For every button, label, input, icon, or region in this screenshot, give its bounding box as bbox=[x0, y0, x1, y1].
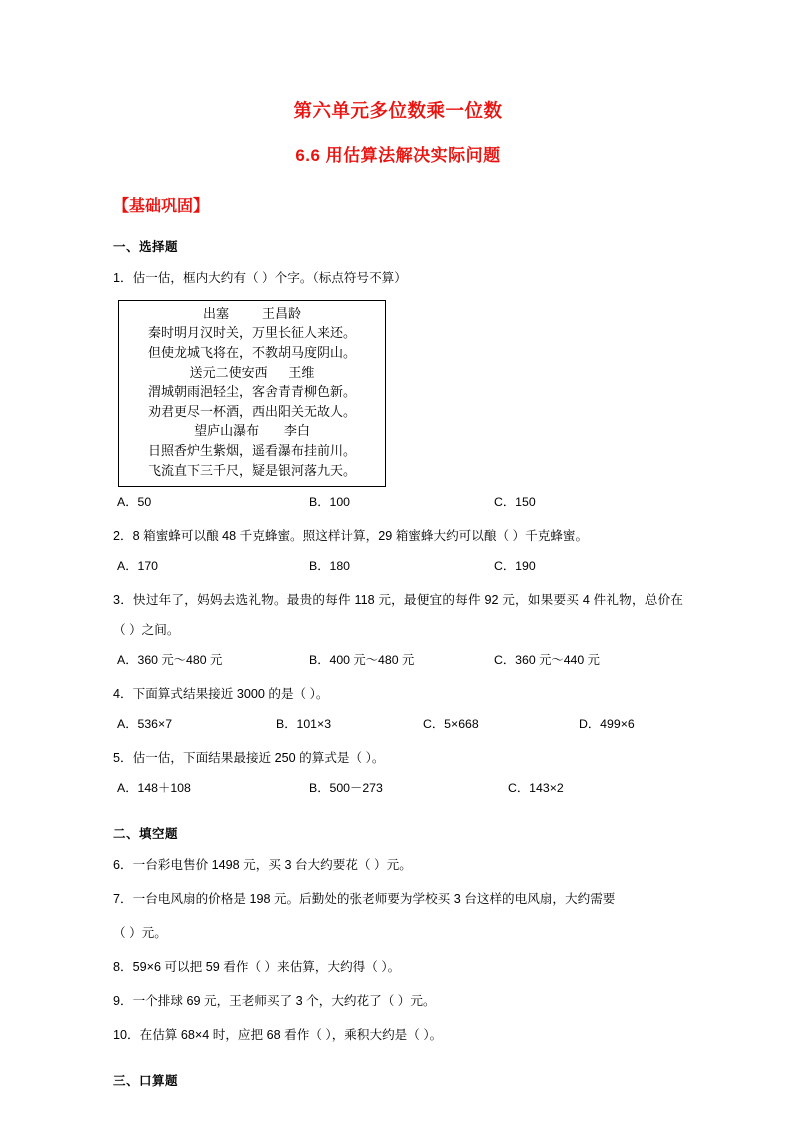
poem-box bbox=[118, 300, 386, 487]
page-content bbox=[113, 0, 683, 1089]
poem-line: 飞流直下三千尺，疑是银河落九天。 bbox=[147, 463, 356, 479]
question-3-text: 3．快过年了，妈妈去选礼物。最贵的每件 118 元，最便宜的每件 92 元，如果要买 4 件礼物，总价在（ ）之间。 bbox=[113, 593, 683, 638]
poem-title-2: 送元二使安西 王维 bbox=[189, 365, 315, 381]
question-5-text: 5．估一估，下面结果最接近 250 的算式是（ ）。 bbox=[113, 751, 385, 766]
question-2-options bbox=[113, 551, 683, 581]
option-4-b[interactable]: B．101×3 bbox=[276, 717, 332, 732]
question-6-text: 6．一台彩电售价 1498 元，买 3 台大约要花（ ）元。 bbox=[113, 858, 412, 873]
question-3-options bbox=[113, 645, 683, 675]
poem-line: 渭城朝雨浥轻尘，客舍青青柳色新。 bbox=[147, 385, 356, 401]
option-4-c[interactable]: C．5×668 bbox=[423, 717, 479, 732]
question-9-text: 9．一个排球 69 元，王老师买了 3 个，大约花了（ ）元。 bbox=[113, 994, 436, 1009]
question-4-text: 4．下面算式结果接近 3000 的是（ ）。 bbox=[113, 687, 329, 702]
option-3-a[interactable]: A．360 元～480 元 bbox=[117, 653, 223, 668]
question-10-text: 10．在估算 68×4 时，应把 68 看作（ ），乘积大约是（ ）。 bbox=[113, 1028, 443, 1043]
section-header-fill: 二、填空题 bbox=[113, 827, 179, 842]
section-header-oral: 三、口算题 bbox=[113, 1074, 179, 1089]
section-header-choice: 一、选择题 bbox=[113, 239, 179, 254]
option-5-a[interactable]: A．148＋108 bbox=[117, 781, 191, 796]
option-3-b[interactable]: B．400 元～480 元 bbox=[309, 653, 415, 668]
question-7-text: 7．一台电风扇的价格是 198 元。后勤处的张老师要为学校买 3 台这样的电风扇，大约需要 bbox=[113, 892, 616, 907]
poem-line: 日照香炉生紫烟，遥看瀑布挂前川。 bbox=[147, 443, 356, 459]
option-4-d[interactable]: D．499×6 bbox=[579, 717, 635, 732]
option-2-b[interactable]: B．180 bbox=[309, 559, 351, 574]
section-banner-basic: 【基础巩固】 bbox=[113, 197, 210, 215]
poem-line: 秦时明月汉时关，万里长征人来还。 bbox=[147, 326, 356, 342]
option-5-c[interactable]: C．143×2 bbox=[508, 781, 564, 796]
question-7-text-line2: （ ）元。 bbox=[113, 926, 167, 941]
option-2-c[interactable]: C．190 bbox=[494, 559, 536, 574]
question-2-text: 2．8 箱蜜蜂可以酿 48 千克蜂蜜。照这样计算，29 箱蜜蜂大约可以酿（ ）千克蜂蜜。 bbox=[113, 529, 589, 544]
option-1-a[interactable]: A．50 bbox=[117, 495, 152, 510]
question-4-options bbox=[113, 709, 683, 739]
option-3-c[interactable]: C．360 元～440 元 bbox=[494, 653, 600, 668]
question-5-options bbox=[113, 773, 683, 803]
option-2-a[interactable]: A．170 bbox=[117, 559, 159, 574]
option-1-c[interactable]: C．150 bbox=[494, 495, 536, 510]
option-1-b[interactable]: B．100 bbox=[309, 495, 351, 510]
document-subtitle: 6.6 用估算法解决实际问题 bbox=[295, 146, 501, 166]
poem-title-1: 出塞 王昌龄 bbox=[202, 306, 302, 322]
question-1-options bbox=[113, 487, 683, 517]
option-4-a[interactable]: A．536×7 bbox=[117, 717, 173, 732]
document-title: 第六单元多位数乘一位数 bbox=[293, 100, 503, 121]
question-1-text: 1．估一估，框内大约有（ ）个字。（标点符号不算） bbox=[113, 270, 407, 285]
question-8-text: 8．59×6 可以把 59 看作（ ）来估算，大约得（ ）。 bbox=[113, 960, 401, 975]
option-5-b[interactable]: B．500－273 bbox=[309, 781, 383, 796]
poem-line: 但使龙城飞将在，不教胡马度阴山。 bbox=[147, 345, 356, 361]
poem-line: 劝君更尽一杯酒，西出阳关无故人。 bbox=[147, 404, 356, 420]
poem-title-3: 望庐山瀑布 李白 bbox=[194, 424, 310, 440]
